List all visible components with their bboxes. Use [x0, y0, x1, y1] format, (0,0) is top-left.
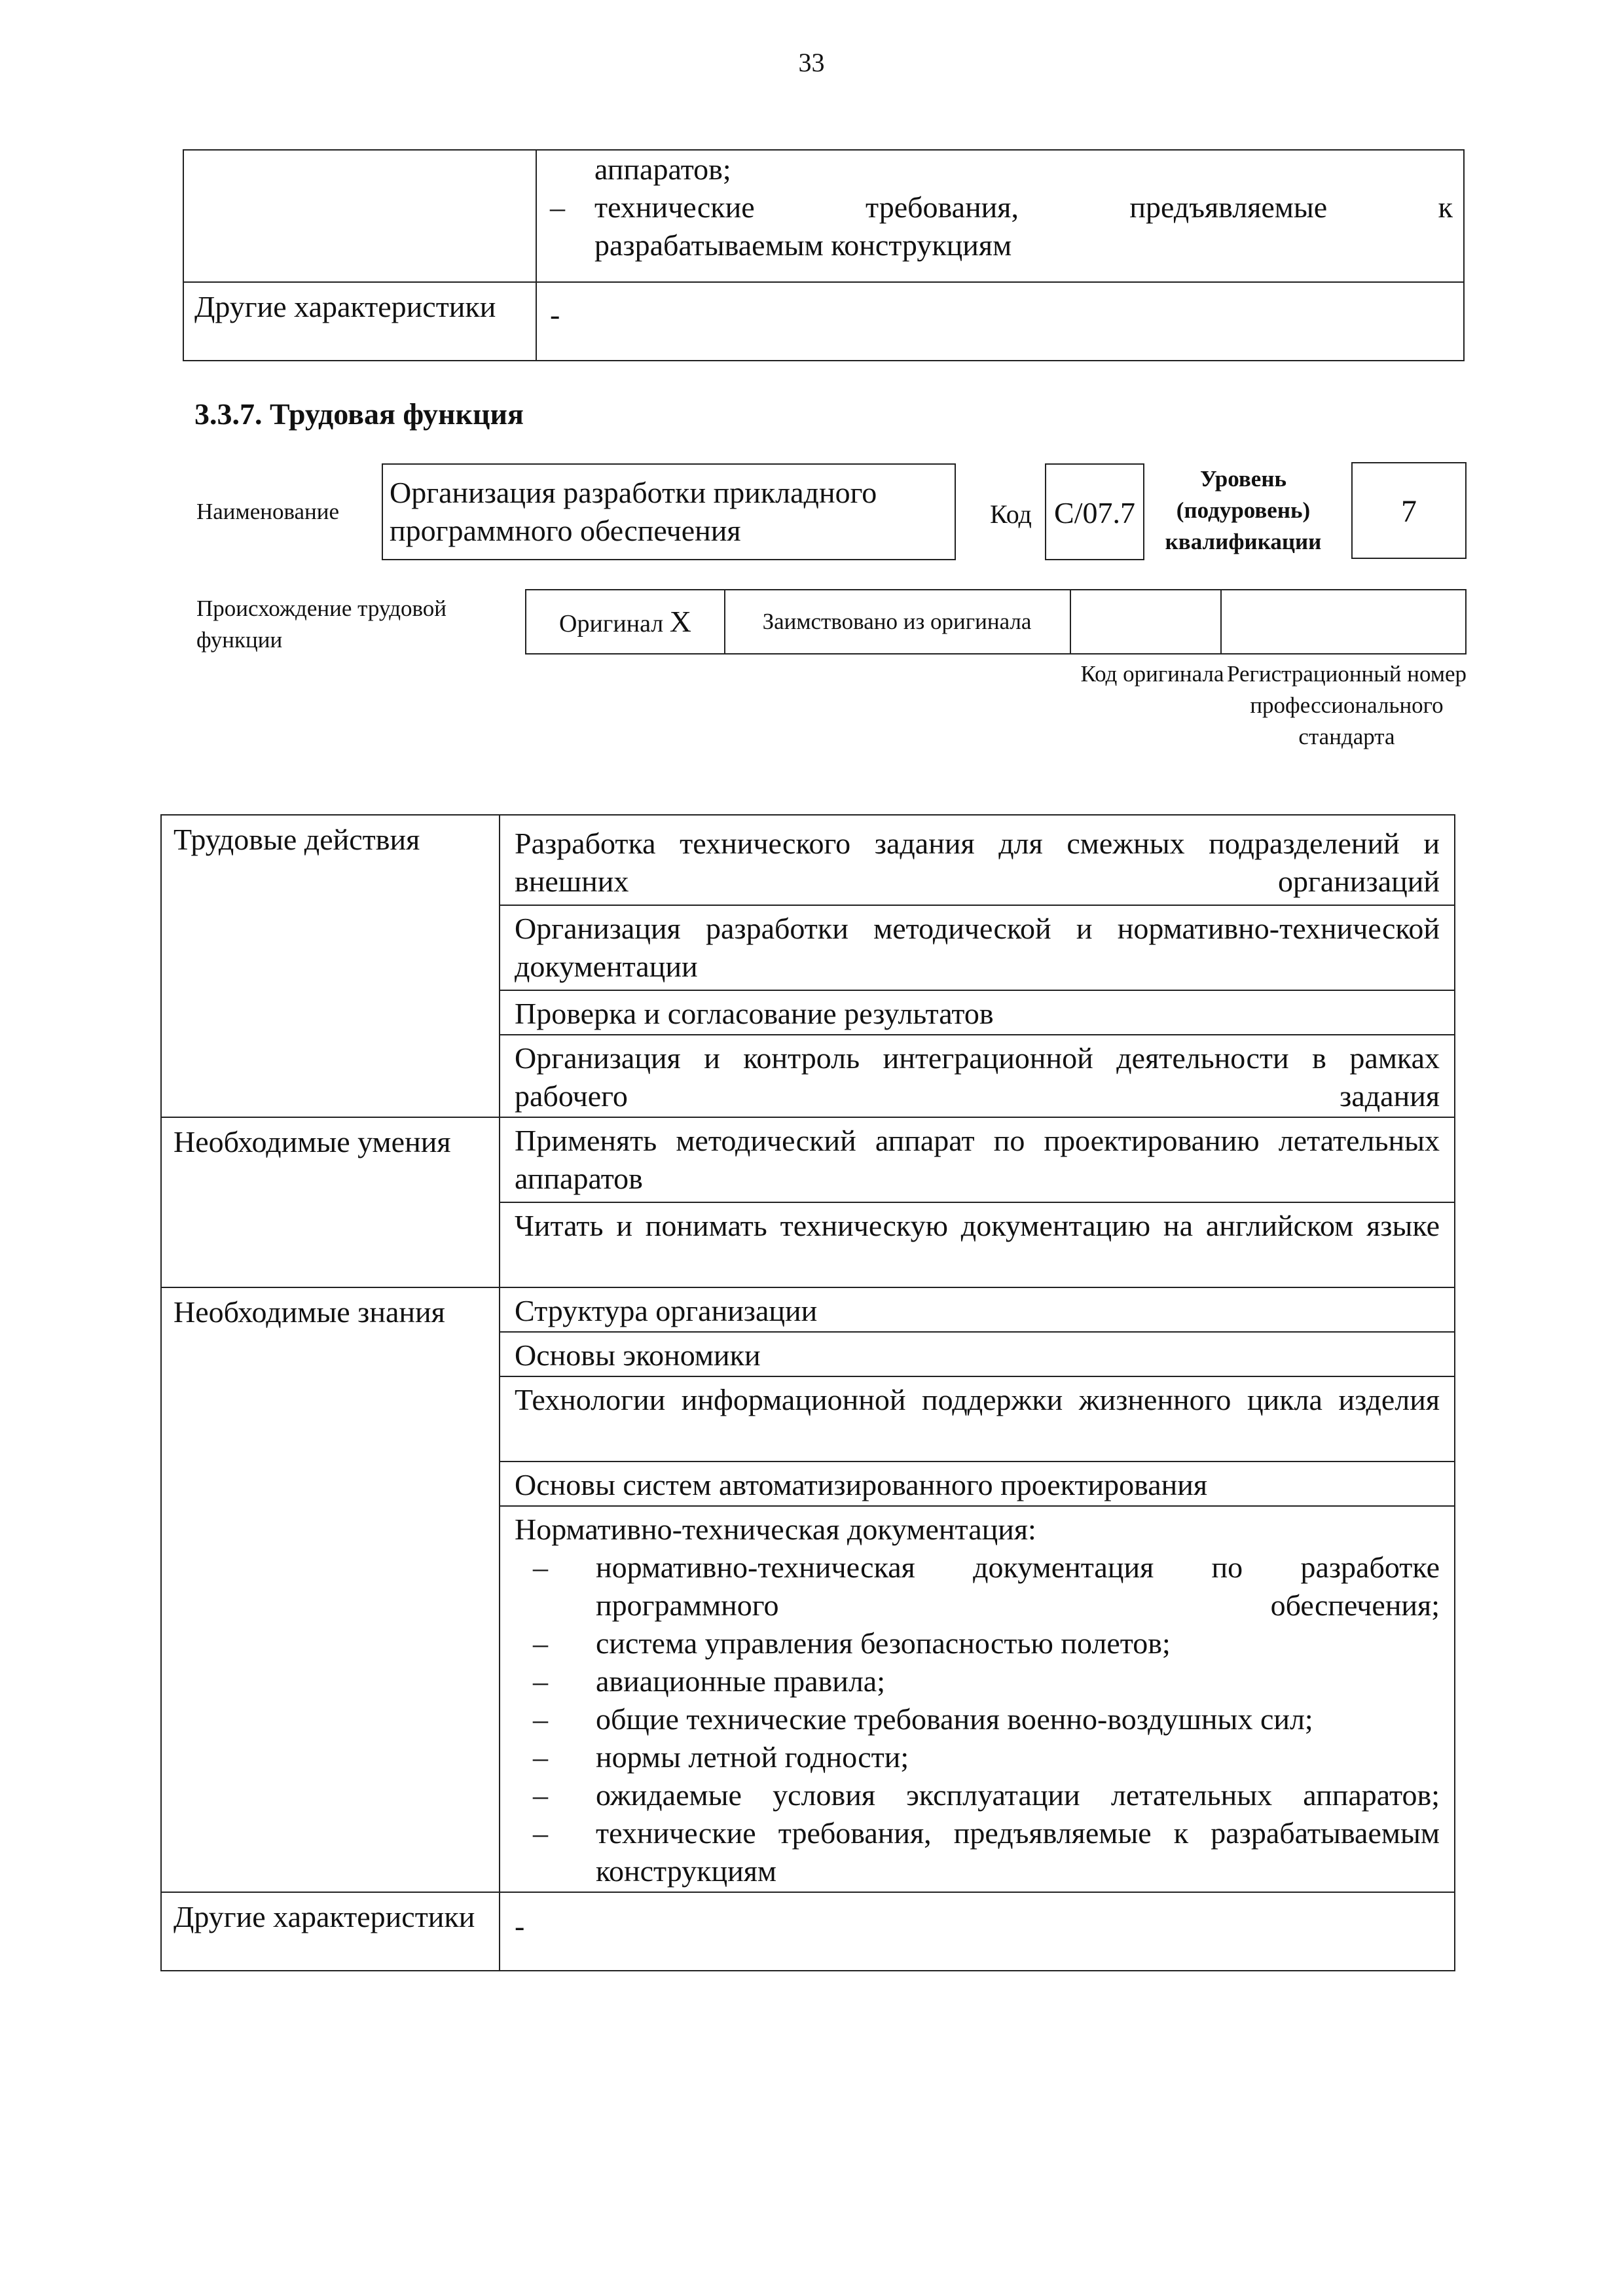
dash-marker: –	[533, 1626, 548, 1660]
page-number: 33	[798, 48, 825, 77]
knowledge-label: Необходимые знания	[161, 1287, 500, 1892]
word: предъявляемые	[1129, 190, 1328, 224]
section-title: 3.3.7. Трудовая функция	[194, 397, 524, 431]
table-row	[183, 282, 1464, 361]
list-item: аппаратов;	[594, 152, 731, 186]
list-item-text	[594, 188, 1453, 226]
list-item	[515, 1738, 1440, 1776]
level-value: 7	[1401, 494, 1417, 529]
skill-item: Читать и понимать техническую документацию на английском языке	[500, 1202, 1455, 1287]
table-row	[161, 1117, 1455, 1202]
labor-function-table	[160, 814, 1455, 1971]
dash-marker: –	[533, 1664, 548, 1698]
code-label: Код	[990, 499, 1032, 529]
table-row	[161, 1892, 1455, 1971]
list-item	[515, 1549, 1440, 1624]
name-box	[382, 463, 956, 560]
code-value: С/07.7	[1054, 496, 1135, 529]
continuation-cell	[536, 150, 1464, 282]
list-item-text: общие технические требования военно-воздушных сил;	[596, 1702, 1313, 1736]
knowledge-item: Технологии информационной поддержки жизненного цикла изделия	[500, 1376, 1455, 1462]
dash-marker: –	[533, 1702, 548, 1736]
word: требования,	[866, 190, 1019, 224]
actions-label: Трудовые действия	[161, 815, 500, 1117]
list-item	[515, 1700, 1440, 1738]
dash-marker: –	[550, 190, 565, 224]
original-mark: X	[669, 605, 691, 638]
code-box	[1045, 463, 1144, 560]
docs-title: Нормативно-техническая документация:	[515, 1513, 1036, 1546]
origin-label: Происхождение трудовой функции	[196, 596, 447, 653]
list-item-text: технические требования, предъявляемые к разрабатываемым конструкциям	[596, 1816, 1440, 1888]
other-label: Другие характеристики	[183, 282, 536, 361]
name-label: Наименование	[196, 499, 340, 524]
reg-caption: Регистрационный номер профессионального стандарта	[1226, 661, 1467, 749]
list-item-text: система управления безопасностью полетов;	[596, 1626, 1171, 1660]
level-label: Уровень (подуровень) квалификации	[1165, 466, 1322, 554]
list-item	[515, 1662, 1440, 1700]
borrowed-cell: Заимствовано из оригинала	[724, 590, 1071, 653]
code-caption: Код оригинала	[1080, 661, 1224, 687]
skills-label: Необходимые умения	[161, 1117, 500, 1287]
table-row	[161, 1287, 1455, 1332]
table-row	[161, 815, 1455, 905]
knowledge-item: Основы экономики	[500, 1332, 1455, 1376]
action-item: Организация разработки методической и нормативно-технической документации	[500, 905, 1455, 990]
action-item: Проверка и согласование результатов	[500, 990, 1455, 1035]
list-item	[550, 188, 1453, 226]
other-value: -	[500, 1892, 1455, 1971]
list-item-text: авиационные правила;	[596, 1664, 885, 1698]
word: технические	[594, 190, 755, 224]
list-item	[515, 1776, 1440, 1814]
list-item-continuation: разрабатываемым конструкциям	[594, 228, 1012, 262]
action-item: Разработка технического задания для смежных подразделений и внешних организаций	[500, 815, 1455, 905]
knowledge-item: Основы систем автоматизированного проектирования	[500, 1462, 1455, 1506]
dash-marker: –	[533, 1778, 548, 1812]
level-box	[1351, 462, 1467, 559]
other-value: -	[536, 282, 1464, 361]
name-value: Организация разработки прикладного программного обеспечения	[390, 476, 877, 547]
word: к	[1438, 190, 1453, 224]
dash-marker: –	[533, 1816, 548, 1850]
list-item-text: нормы летной годности;	[596, 1740, 909, 1774]
action-item: Организация и контроль интеграционной деятельности в рамках рабочего задания	[500, 1035, 1455, 1117]
knowledge-item: Структура организации	[500, 1287, 1455, 1332]
origin-box	[525, 589, 1467, 655]
continuation-table	[183, 149, 1465, 361]
original-label: Оригинал	[559, 610, 664, 637]
skill-item: Применять методический аппарат по проектированию летательных аппаратов	[500, 1117, 1455, 1202]
list-item	[515, 1814, 1440, 1890]
table-row	[183, 150, 1464, 282]
original-cell	[526, 590, 725, 653]
list-item	[515, 1624, 1440, 1662]
dash-marker: –	[533, 1740, 548, 1774]
other-label: Другие характеристики	[161, 1892, 500, 1971]
list-item-text: нормативно-техническая документация по разработке программного обеспечения;	[596, 1551, 1440, 1622]
list-item-text: ожидаемые условия эксплуатации летательных аппаратов;	[596, 1778, 1440, 1812]
original-code-cell	[1071, 590, 1222, 653]
empty-label-cell	[183, 150, 536, 282]
dash-marker: –	[533, 1551, 548, 1584]
docs-cell	[500, 1506, 1455, 1892]
